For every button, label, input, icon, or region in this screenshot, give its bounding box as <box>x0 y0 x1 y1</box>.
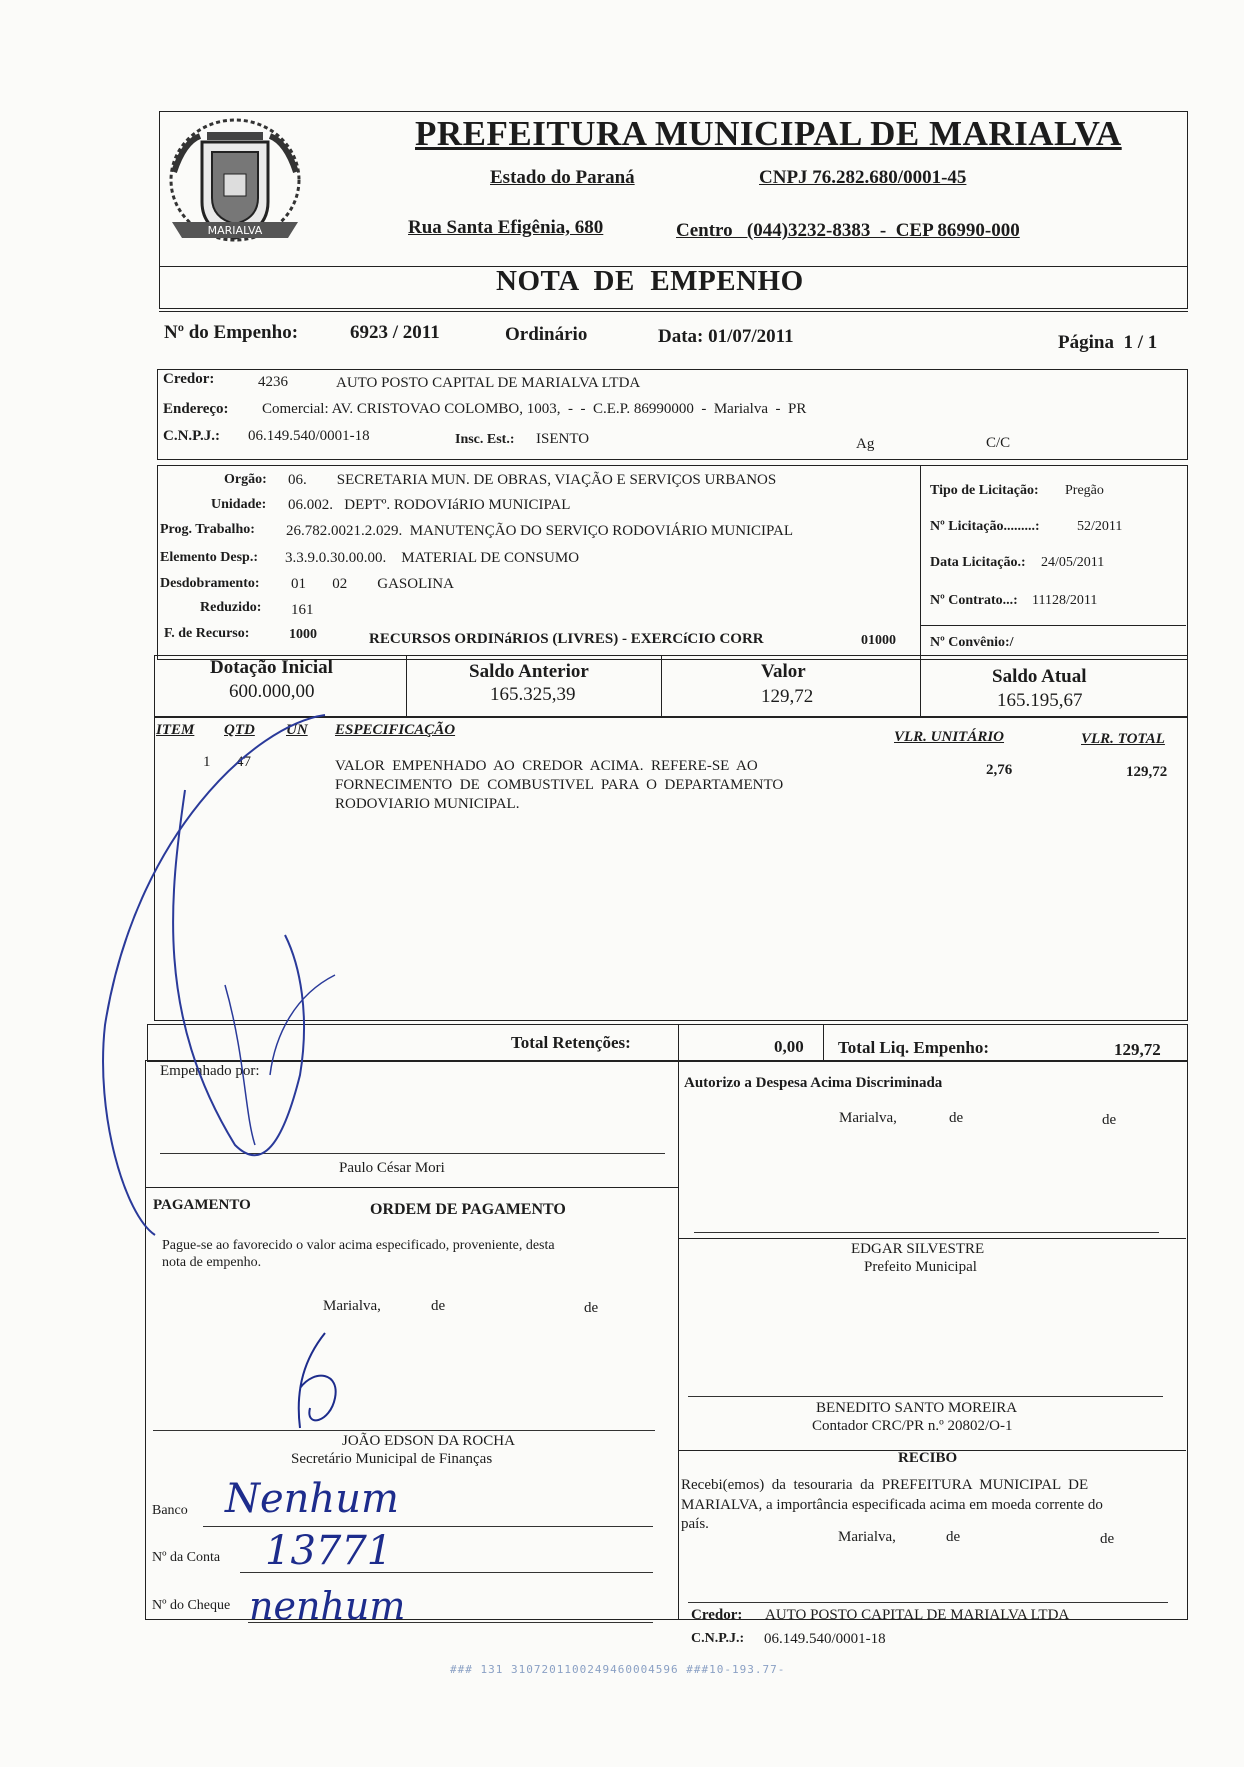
saldo-anterior-label: Saldo Anterior <box>469 661 589 682</box>
footer-barcode-text: ### 131 3107201100249460004596 ###10-193.77- <box>450 1663 786 1676</box>
valor-value: 129,72 <box>761 686 814 707</box>
item-unit-value: 2,76 <box>986 762 1013 778</box>
empenhado-por-name: Paulo César Mori <box>339 1160 445 1176</box>
empenhado-por-label: Empenhado por: <box>160 1063 260 1079</box>
licitacao-numero: 52/2011 <box>1077 519 1123 534</box>
credor-ie: ISENTO <box>536 431 590 447</box>
desdobramento-label: Desdobramento: <box>160 576 260 591</box>
liq-empenho-value: 129,72 <box>1114 1040 1161 1059</box>
reduzido-label: Reduzido: <box>200 600 262 615</box>
licitacao-data: 24/05/2011 <box>1041 555 1105 570</box>
blue-ink-signature <box>95 695 435 1255</box>
pagamento-text: Pague-se ao favorecido o valor acima especificado, proveniente, desta <box>162 1238 555 1253</box>
contador-role: Contador CRC/PR n.º 20802/O-1 <box>812 1418 1013 1434</box>
licitacao-numero-label: Nº Licitação.........: <box>930 519 1040 534</box>
header-state: Estado do Paraná <box>490 167 635 188</box>
saldo-atual-label: Saldo Atual <box>992 666 1087 687</box>
recibo-cnpj: 06.149.540/0001-18 <box>764 1631 886 1647</box>
col-un: UN <box>286 722 308 738</box>
recurso-code: 1000 <box>289 627 317 642</box>
cheque-handwritten-value: nenhum <box>249 1584 406 1628</box>
unidade-label: Unidade: <box>211 497 267 512</box>
recurso-number: 01000 <box>861 633 896 648</box>
contador-name: BENEDITO SANTO MOREIRA <box>816 1400 1018 1416</box>
valor-label: Valor <box>761 661 806 682</box>
contrato-value: 11128/2011 <box>1032 593 1098 608</box>
pagamento-label: PAGAMENTO <box>153 1197 251 1213</box>
conta-label: Nº da Conta <box>152 1550 221 1565</box>
pagamento-de-1: de <box>431 1298 446 1314</box>
licitacao-data-label: Data Licitação.: <box>930 555 1026 570</box>
item-spec-line: RODOVIARIO MUNICIPAL. <box>335 796 520 812</box>
recibo-text: Recebi(emos) da tesouraria da PREFEITURA MUNICIPAL DE <box>681 1477 1089 1493</box>
autorizo-text: Autorizo a Despesa Acima Discriminada <box>684 1075 943 1091</box>
banco-handwritten-value: Nenhum <box>225 1476 399 1522</box>
saldo-atual-value: 165.195,67 <box>997 690 1083 711</box>
credor-code: 4236 <box>258 374 288 390</box>
banco-label: Banco <box>152 1503 188 1518</box>
item-spec-line: VALOR EMPENHADO AO CREDOR ACIMA. REFERE-SE AO <box>335 758 758 774</box>
credor-address-label: Endereço: <box>163 401 229 417</box>
unidade-value: 06.002. DEPTº. RODOVIáRIO MUNICIPAL <box>288 497 571 513</box>
item-spec-line: FORNECIMENTO DE COMBUSTIVEL PARA O DEPARTAMENTO <box>335 777 784 793</box>
prog-value: 26.782.0021.2.029. MANUTENÇÃO DO SERVIÇO RODOVIÁRIO MUNICIPAL <box>286 523 794 539</box>
ordem-pagamento-title: ORDEM DE PAGAMENTO <box>370 1201 566 1218</box>
convenio-label: Nº Convênio:/ <box>930 635 1014 650</box>
empenho-date: Data: 01/07/2011 <box>658 326 794 347</box>
empenho-type: Ordinário <box>505 324 588 345</box>
item-total-value: 129,72 <box>1126 764 1168 780</box>
col-vlr-total: VLR. TOTAL <box>1081 731 1165 747</box>
recibo-de-2: de <box>1100 1531 1115 1547</box>
header-cnpj: CNPJ 76.282.680/0001-45 <box>759 167 967 188</box>
retencoes-label: Total Retenções: <box>511 1033 631 1052</box>
saldo-anterior-value: 165.325,39 <box>490 684 576 705</box>
recibo-cnpj-label: C.N.P.J.: <box>691 1631 745 1646</box>
credor-cnpj-label: C.N.P.J.: <box>163 428 220 444</box>
document-title: NOTA DE EMPENHO <box>496 265 804 297</box>
recibo-text: país. <box>681 1516 709 1532</box>
elemento-label: Elemento Desp.: <box>160 550 258 565</box>
credor-name: AUTO POSTO CAPITAL DE MARIALVA LTDA <box>336 375 641 391</box>
credor-label: Credor: <box>163 371 215 387</box>
svg-text:MARIALVA: MARIALVA <box>207 224 263 237</box>
credor-address: Comercial: AV. CRISTOVAO COLOMBO, 1003, - - C.E.P. 86990000 - Marialva - PR <box>262 401 807 417</box>
recurso-desc: RECURSOS ORDINáRIOS (LIVRES) - EXERCíCIO CORR <box>369 631 764 647</box>
credor-ie-label: Insc. Est.: <box>455 432 515 447</box>
retencoes-value: 0,00 <box>774 1037 804 1056</box>
pagamento-place: Marialva, <box>323 1298 381 1314</box>
header-address: Centro (044)3232-8383 - CEP 86990-000 <box>676 220 1020 241</box>
dotacao-label: Dotação Inicial <box>210 657 333 678</box>
recibo-credor-label: Credor: <box>691 1607 743 1623</box>
col-vlr-unitario: VLR. UNITÁRIO <box>894 729 1005 745</box>
recibo-credor-name: AUTO POSTO CAPITAL DE MARIALVA LTDA <box>765 1607 1070 1623</box>
empenho-number: 6923 / 2011 <box>350 322 440 343</box>
col-qtd: QTD <box>224 722 255 738</box>
credor-cnpj: 06.149.540/0001-18 <box>248 428 370 444</box>
recurso-label: F. de Recurso: <box>164 626 250 641</box>
col-especificacao: ESPECIFICAÇÃO <box>335 722 456 738</box>
empenho-number-label: Nº do Empenho: <box>164 322 299 343</box>
conta-handwritten-value: 13771 <box>265 1528 393 1574</box>
page-number: Página 1 / 1 <box>1058 332 1158 353</box>
orgao-label: Orgão: <box>224 472 267 487</box>
header-street: Rua Santa Efigênia, 680 <box>408 217 604 238</box>
item-qtd: 47 <box>236 754 251 770</box>
recibo-place: Marialva, <box>838 1529 896 1545</box>
autorizo-de-1: de <box>949 1110 964 1126</box>
dotacao-value: 600.000,00 <box>229 681 315 702</box>
recibo-de-1: de <box>946 1529 961 1545</box>
autorizo-place: Marialva, <box>839 1110 897 1126</box>
desdobramento-value: 01 02 GASOLINA <box>291 576 454 592</box>
credor-cc-label: C/C <box>986 435 1011 451</box>
cheque-label: Nº do Cheque <box>152 1598 231 1613</box>
recibo-title: RECIBO <box>898 1450 958 1466</box>
liq-empenho-label: Total Liq. Empenho: <box>838 1038 989 1057</box>
credor-ag-label: Ag <box>856 436 875 452</box>
secretary-signature <box>285 1328 355 1438</box>
autorizo-de-2: de <box>1102 1112 1117 1128</box>
secretario-name: JOÃO EDSON DA ROCHA <box>342 1433 515 1449</box>
secretario-role: Secretário Municipal de Finanças <box>291 1451 493 1467</box>
contrato-label: Nº Contrato...: <box>930 593 1018 608</box>
pagamento-de-2: de <box>584 1300 599 1316</box>
header-title: PREFEITURA MUNICIPAL DE MARIALVA <box>415 114 1122 153</box>
prog-label: Prog. Trabalho: <box>160 522 255 537</box>
prefeito-name: EDGAR SILVESTRE <box>851 1241 985 1257</box>
prefeito-role: Prefeito Municipal <box>864 1259 977 1275</box>
col-item: ITEM <box>156 722 195 738</box>
licitacao-tipo-label: Tipo de Licitação: <box>930 483 1039 498</box>
pagamento-text: nota de empenho. <box>162 1255 262 1270</box>
item-number: 1 <box>203 754 211 770</box>
orgao-value: 06. SECRETARIA MUN. DE OBRAS, VIAÇÃO E SERVIÇOS URBANOS <box>288 472 777 488</box>
coat-of-arms-logo <box>162 102 308 254</box>
reduzido-value: 161 <box>291 602 314 618</box>
elemento-value: 3.3.9.0.30.00.00. MATERIAL DE CONSUMO <box>285 550 580 566</box>
recibo-text: MARIALVA, a importância especificada acima em moeda corrente do <box>681 1497 1103 1513</box>
licitacao-tipo: Pregão <box>1065 483 1104 498</box>
